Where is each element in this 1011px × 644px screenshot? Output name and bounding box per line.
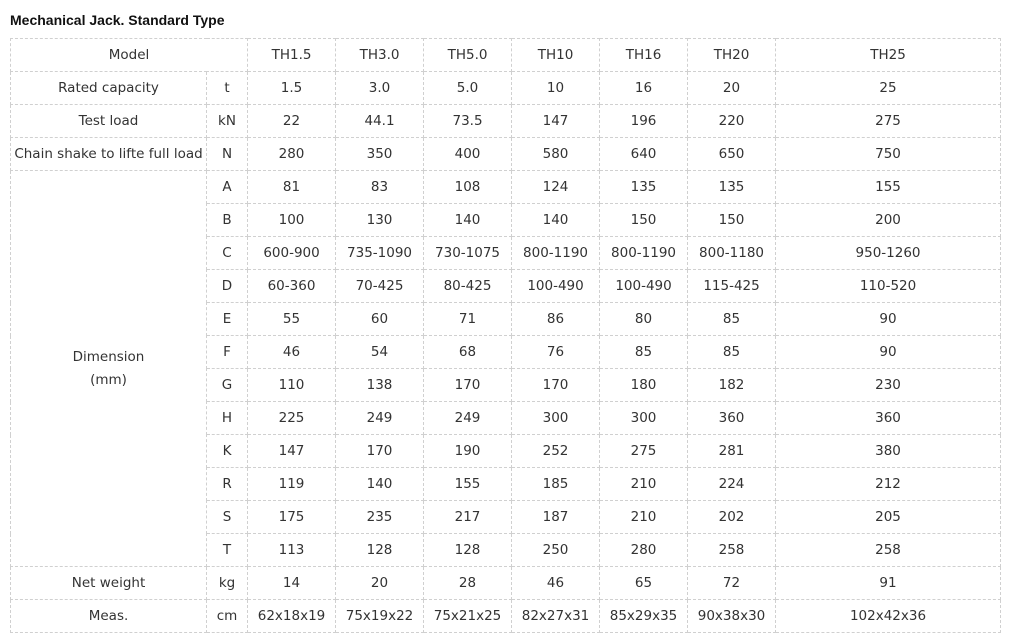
row-label-cell: Rated capacity <box>11 72 207 105</box>
row-label-cell: Test load <box>11 105 207 138</box>
value-cell: 119 <box>248 468 336 501</box>
value-cell: 10 <box>512 72 600 105</box>
value-cell: 190 <box>424 435 512 468</box>
dimension-key-cell: T <box>207 534 248 567</box>
value-cell: 100 <box>248 204 336 237</box>
unit-cell: kN <box>207 105 248 138</box>
value-cell: 258 <box>688 534 776 567</box>
table-row-chain-shake <box>11 138 1001 171</box>
value-cell: 300 <box>600 402 688 435</box>
table-header-row <box>11 39 1001 72</box>
value-cell: 85 <box>688 303 776 336</box>
value-cell: 360 <box>776 402 1001 435</box>
value-cell: 110 <box>248 369 336 402</box>
value-cell: 155 <box>776 171 1001 204</box>
dimension-key-cell: E <box>207 303 248 336</box>
value-cell: 3.0 <box>336 72 424 105</box>
value-cell: 147 <box>248 435 336 468</box>
dimension-key-cell: C <box>207 237 248 270</box>
spec-table <box>10 38 1001 633</box>
value-cell: 185 <box>512 468 600 501</box>
row-label-cell: Net weight <box>11 567 207 600</box>
value-cell: 5.0 <box>424 72 512 105</box>
table-row-dimension-a <box>11 171 1001 204</box>
value-cell: 65 <box>600 567 688 600</box>
value-cell: 22 <box>248 105 336 138</box>
model-header-cell: TH1.5 <box>248 39 336 72</box>
value-cell: 138 <box>336 369 424 402</box>
value-cell: 68 <box>424 336 512 369</box>
value-cell: 400 <box>424 138 512 171</box>
value-cell: 281 <box>688 435 776 468</box>
value-cell: 28 <box>424 567 512 600</box>
value-cell: 60 <box>336 303 424 336</box>
value-cell: 735-1090 <box>336 237 424 270</box>
value-cell: 280 <box>600 534 688 567</box>
value-cell: 80-425 <box>424 270 512 303</box>
value-cell: 350 <box>336 138 424 171</box>
row-label-cell: Meas. <box>11 600 207 633</box>
value-cell: 115-425 <box>688 270 776 303</box>
unit-cell: N <box>207 138 248 171</box>
model-header-cell: TH5.0 <box>424 39 512 72</box>
row-label-cell: Chain shake to lifte full load <box>11 138 207 171</box>
value-cell: 76 <box>512 336 600 369</box>
value-cell: 640 <box>600 138 688 171</box>
value-cell: 75x19x22 <box>336 600 424 633</box>
value-cell: 75x21x25 <box>424 600 512 633</box>
dimension-label-cell <box>11 171 207 567</box>
value-cell: 128 <box>336 534 424 567</box>
value-cell: 135 <box>600 171 688 204</box>
value-cell: 196 <box>600 105 688 138</box>
value-cell: 187 <box>512 501 600 534</box>
value-cell: 170 <box>512 369 600 402</box>
value-cell: 150 <box>600 204 688 237</box>
value-cell: 750 <box>776 138 1001 171</box>
value-cell: 155 <box>424 468 512 501</box>
value-cell: 950-1260 <box>776 237 1001 270</box>
dimension-key-cell: B <box>207 204 248 237</box>
value-cell: 210 <box>600 501 688 534</box>
value-cell: 225 <box>248 402 336 435</box>
value-cell: 170 <box>336 435 424 468</box>
value-cell: 90 <box>776 336 1001 369</box>
value-cell: 46 <box>512 567 600 600</box>
value-cell: 275 <box>776 105 1001 138</box>
value-cell: 300 <box>512 402 600 435</box>
value-cell: 85x29x35 <box>600 600 688 633</box>
value-cell: 55 <box>248 303 336 336</box>
value-cell: 800-1190 <box>600 237 688 270</box>
value-cell: 110-520 <box>776 270 1001 303</box>
value-cell: 205 <box>776 501 1001 534</box>
value-cell: 100-490 <box>600 270 688 303</box>
table-row-test-load <box>11 105 1001 138</box>
value-cell: 14 <box>248 567 336 600</box>
page-title: Mechanical Jack. Standard Type <box>10 12 225 28</box>
value-cell: 60-360 <box>248 270 336 303</box>
value-cell: 135 <box>688 171 776 204</box>
dimension-key-cell: G <box>207 369 248 402</box>
value-cell: 600-900 <box>248 237 336 270</box>
unit-cell: t <box>207 72 248 105</box>
value-cell: 210 <box>600 468 688 501</box>
value-cell: 224 <box>688 468 776 501</box>
value-cell: 108 <box>424 171 512 204</box>
value-cell: 140 <box>512 204 600 237</box>
model-header-cell: TH20 <box>688 39 776 72</box>
value-cell: 113 <box>248 534 336 567</box>
value-cell: 380 <box>776 435 1001 468</box>
value-cell: 800-1180 <box>688 237 776 270</box>
unit-cell: cm <box>207 600 248 633</box>
value-cell: 280 <box>248 138 336 171</box>
value-cell: 360 <box>688 402 776 435</box>
value-cell: 170 <box>424 369 512 402</box>
value-cell: 130 <box>336 204 424 237</box>
value-cell: 220 <box>688 105 776 138</box>
value-cell: 235 <box>336 501 424 534</box>
value-cell: 212 <box>776 468 1001 501</box>
dimension-unit-label: (mm) <box>90 371 127 388</box>
value-cell: 73.5 <box>424 105 512 138</box>
model-header-cell: TH3.0 <box>336 39 424 72</box>
value-cell: 180 <box>600 369 688 402</box>
value-cell: 258 <box>776 534 1001 567</box>
value-cell: 217 <box>424 501 512 534</box>
value-cell: 182 <box>688 369 776 402</box>
model-header-cell: TH25 <box>776 39 1001 72</box>
table-row-net-weight <box>11 567 1001 600</box>
value-cell: 150 <box>688 204 776 237</box>
dimension-key-cell: H <box>207 402 248 435</box>
value-cell: 82x27x31 <box>512 600 600 633</box>
value-cell: 202 <box>688 501 776 534</box>
value-cell: 730-1075 <box>424 237 512 270</box>
value-cell: 86 <box>512 303 600 336</box>
value-cell: 85 <box>688 336 776 369</box>
table-row-rated-capacity <box>11 72 1001 105</box>
dimension-key-cell: K <box>207 435 248 468</box>
value-cell: 249 <box>336 402 424 435</box>
dimension-key-cell: F <box>207 336 248 369</box>
value-cell: 200 <box>776 204 1001 237</box>
dimension-key-cell: S <box>207 501 248 534</box>
value-cell: 275 <box>600 435 688 468</box>
value-cell: 140 <box>424 204 512 237</box>
dimension-key-cell: R <box>207 468 248 501</box>
value-cell: 90x38x30 <box>688 600 776 633</box>
value-cell: 147 <box>512 105 600 138</box>
value-cell: 83 <box>336 171 424 204</box>
value-cell: 90 <box>776 303 1001 336</box>
value-cell: 1.5 <box>248 72 336 105</box>
value-cell: 91 <box>776 567 1001 600</box>
value-cell: 800-1190 <box>512 237 600 270</box>
value-cell: 16 <box>600 72 688 105</box>
value-cell: 54 <box>336 336 424 369</box>
value-cell: 230 <box>776 369 1001 402</box>
value-cell: 46 <box>248 336 336 369</box>
table-row-meas <box>11 600 1001 633</box>
value-cell: 140 <box>336 468 424 501</box>
value-cell: 81 <box>248 171 336 204</box>
value-cell: 580 <box>512 138 600 171</box>
model-header-cell: TH10 <box>512 39 600 72</box>
value-cell: 102x42x36 <box>776 600 1001 633</box>
value-cell: 44.1 <box>336 105 424 138</box>
dimension-key-cell: D <box>207 270 248 303</box>
value-cell: 128 <box>424 534 512 567</box>
model-header-cell: TH16 <box>600 39 688 72</box>
value-cell: 100-490 <box>512 270 600 303</box>
value-cell: 25 <box>776 72 1001 105</box>
value-cell: 124 <box>512 171 600 204</box>
value-cell: 20 <box>336 567 424 600</box>
model-header-cell: Model <box>11 39 248 72</box>
value-cell: 70-425 <box>336 270 424 303</box>
value-cell: 85 <box>600 336 688 369</box>
dimension-key-cell: A <box>207 171 248 204</box>
value-cell: 250 <box>512 534 600 567</box>
value-cell: 249 <box>424 402 512 435</box>
value-cell: 650 <box>688 138 776 171</box>
value-cell: 72 <box>688 567 776 600</box>
value-cell: 80 <box>600 303 688 336</box>
unit-cell: kg <box>207 567 248 600</box>
value-cell: 62x18x19 <box>248 600 336 633</box>
value-cell: 71 <box>424 303 512 336</box>
dimension-label: Dimension <box>72 348 145 365</box>
value-cell: 252 <box>512 435 600 468</box>
value-cell: 20 <box>688 72 776 105</box>
value-cell: 175 <box>248 501 336 534</box>
